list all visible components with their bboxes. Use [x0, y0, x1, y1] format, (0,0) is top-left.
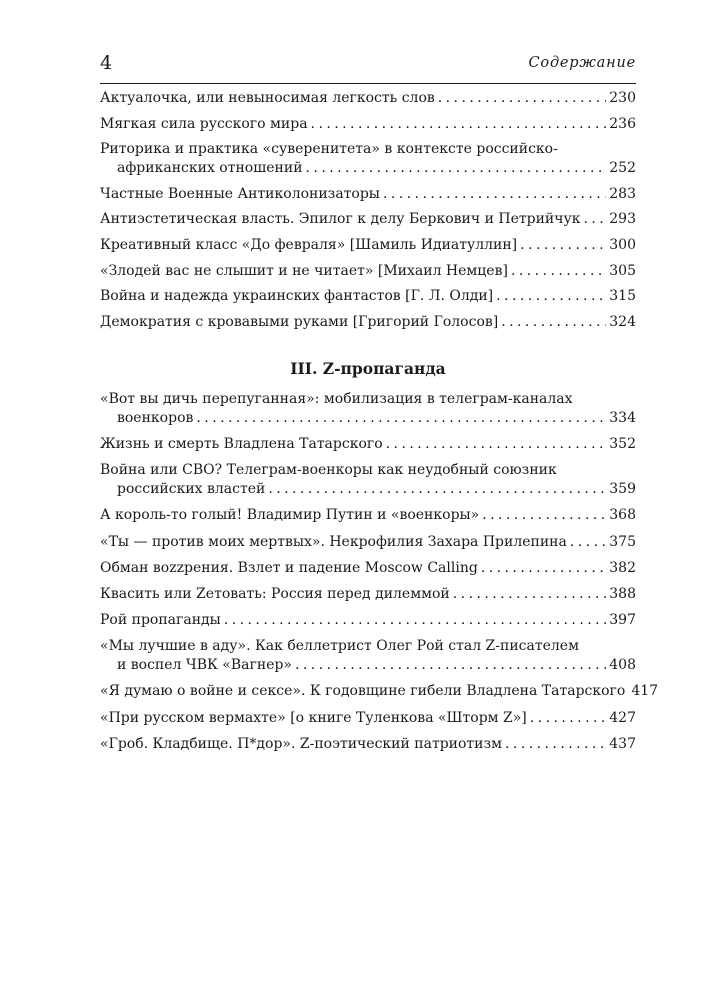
entry-title: российских властей: [117, 481, 266, 498]
dot-leader: [311, 115, 607, 134]
entry-title: Антиэстетическая власть. Эпилог к делу Беркович и Петрийчук: [100, 211, 581, 228]
entry-page: 300: [609, 236, 636, 253]
toc-entry[interactable]: [100, 533, 636, 552]
entry-page: 427: [609, 709, 636, 726]
page-header: [100, 52, 636, 82]
entry-title: «Я думаю о войне и сексе». К годовщине гибели Владлена Татарского: [100, 683, 626, 700]
entry-page: 293: [609, 211, 636, 228]
toc-entry[interactable]: [100, 210, 636, 229]
toc-entry[interactable]: [100, 585, 636, 604]
toc-entry[interactable]: [100, 611, 636, 630]
entry-page: 375: [609, 533, 636, 550]
section-heading: III. Z-пропаганда: [290, 358, 446, 378]
entry-page: 334: [609, 409, 636, 426]
entry-title: и воспел ЧВК «Вагнер»: [117, 657, 292, 674]
entry-page: 352: [609, 435, 636, 452]
dot-leader: [530, 709, 607, 728]
dot-leader: [438, 89, 607, 108]
entry-title: Квасить или Zетовать: Россия перед дилеммой: [100, 585, 450, 602]
entry-page: 236: [609, 115, 636, 132]
toc-entry[interactable]: [100, 140, 636, 178]
entry-title: Жизнь и смерть Владлена Татарского: [100, 435, 383, 452]
toc-entry[interactable]: [100, 115, 636, 134]
entry-page: 359: [609, 481, 636, 498]
toc-entry[interactable]: [100, 559, 636, 578]
entry-page: 388: [609, 585, 636, 602]
toc-entry[interactable]: [100, 506, 636, 525]
toc-entry[interactable]: [100, 709, 636, 728]
dot-leader: [196, 409, 606, 428]
dot-leader: [295, 656, 606, 675]
toc-entry[interactable]: [100, 89, 636, 108]
dot-leader: [383, 185, 606, 204]
entry-title: Демократия с кровавыми руками [Григорий Голосов]: [100, 313, 499, 330]
entry-title: Мягкая сила русского мира: [100, 115, 308, 132]
entry-title: Актуалочка, или невыносимая легкость слов: [100, 90, 435, 106]
entry-page: 382: [609, 559, 636, 576]
dot-leader: [268, 480, 606, 499]
entry-title: Креативный класс «До февраля» [Шамиль Идиатуллин]: [100, 236, 518, 253]
dot-leader: [224, 611, 606, 630]
entry-title: Частные Военные Антиколонизаторы: [100, 185, 380, 202]
dot-leader: [501, 313, 606, 332]
dot-leader: [482, 506, 606, 525]
entry-title-line1: «Мы лучшие в аду». Как беллетрист Олег Рой стал Z-писателем: [100, 638, 579, 655]
entry-page: 437: [609, 735, 636, 752]
dot-leader: [520, 236, 606, 255]
dot-leader: [583, 210, 606, 229]
entry-title: «Злодей вас не слышит и не читает» [Михаил Немцев]: [100, 262, 508, 279]
running-title: Содержание: [528, 55, 636, 71]
header-rule: [100, 83, 636, 84]
entry-page: 408: [609, 657, 636, 674]
entry-page: 305: [609, 262, 636, 279]
entry-title: «При русском вермахте» [о книге Туленкова «Шторм Z»]: [100, 709, 527, 726]
toc-entry[interactable]: [100, 682, 659, 701]
dot-leader: [481, 559, 606, 578]
table-of-contents: [100, 89, 659, 761]
toc-entry[interactable]: [100, 262, 636, 281]
toc-entry[interactable]: [100, 236, 636, 255]
page-number: 4: [100, 52, 113, 74]
entry-page: 368: [609, 507, 636, 524]
entry-page: 283: [609, 185, 636, 202]
entry-title: А король-то голый! Владимир Путин и «военкоры»: [100, 507, 480, 524]
entry-title: военкоров: [117, 409, 194, 426]
toc-entry[interactable]: [100, 735, 636, 754]
entry-page: 230: [609, 90, 636, 106]
dot-leader: [511, 262, 606, 281]
entry-page: 324: [609, 313, 636, 330]
entry-page: 417: [631, 683, 659, 700]
dot-leader: [496, 287, 606, 306]
dot-leader: [306, 159, 607, 178]
entry-page: 397: [609, 612, 636, 629]
toc-section-continued: [100, 89, 636, 332]
toc-entry[interactable]: [100, 390, 636, 428]
entry-title: Война и надежда украинских фантастов [Г. Л. Олди]: [100, 288, 494, 305]
entry-title-line1: Риторика и практика «суверенитета» в контексте российско-: [100, 141, 558, 158]
toc-entry[interactable]: [100, 313, 636, 332]
entry-title: Обман воzzрения. Взлет и падение Moscow Calling: [100, 559, 478, 576]
toc-entry[interactable]: [100, 287, 636, 306]
entry-title: Рой пропаганды: [100, 612, 221, 629]
toc-entry[interactable]: [100, 461, 636, 499]
entry-title: африканских отношений: [117, 160, 303, 177]
dot-leader: [570, 533, 606, 552]
entry-page: 252: [609, 160, 636, 177]
dot-leader: [386, 435, 607, 454]
entry-title: «Ты — против моих мертвых». Некрофилия Захара Прилепина: [100, 533, 567, 550]
entry-title-line1: «Вот вы дичь перепуганная»: мобилизация в телеграм-каналах: [100, 390, 573, 407]
toc-entry[interactable]: [100, 435, 636, 454]
toc-entry[interactable]: [100, 185, 636, 204]
entry-title-line1: Война или СВО? Телеграм-военкоры как неудобный союзник: [100, 462, 557, 479]
toc-section-z-propaganda: [100, 390, 659, 754]
entry-page: 315: [609, 288, 636, 305]
dot-leader: [453, 585, 607, 604]
dot-leader: [505, 735, 606, 754]
entry-title: «Гроб. Кладбище. П*дор». Z-поэтический патриотизм: [100, 735, 503, 752]
toc-entry[interactable]: [100, 637, 636, 675]
